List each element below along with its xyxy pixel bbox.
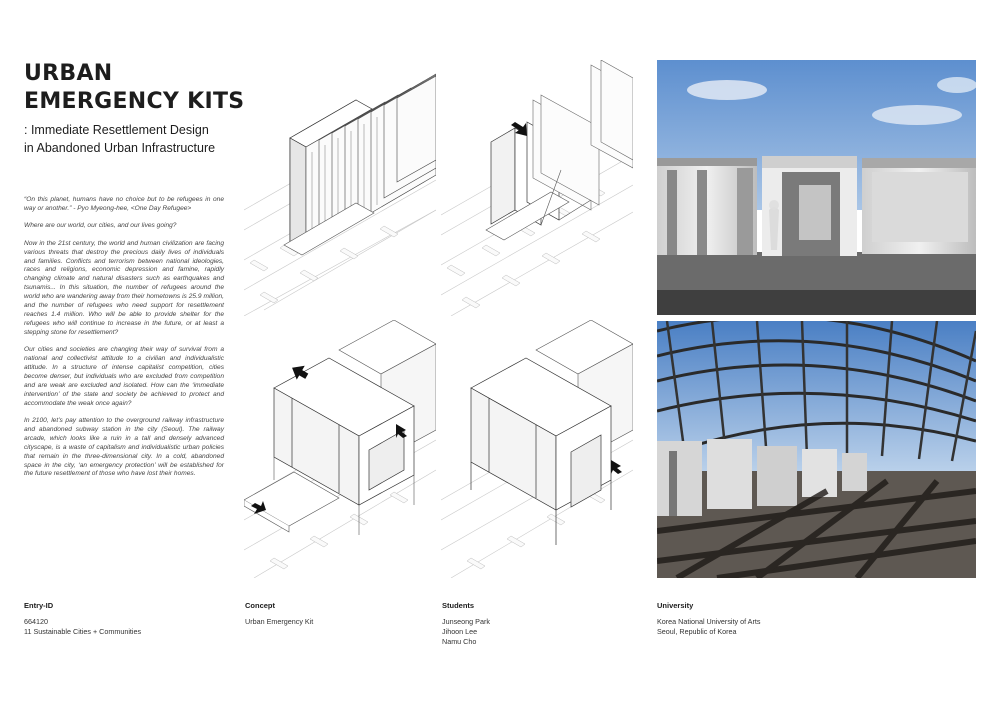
- footer-university-label: University: [657, 601, 694, 610]
- student-name: Namu Cho: [442, 637, 477, 646]
- title-line-2: EMERGENCY KITS: [24, 89, 245, 114]
- diagram-step-3: [244, 320, 436, 578]
- footer-entry-label: Entry-ID: [24, 601, 54, 610]
- paragraph-context: Now in the 21st century, the world and human civilization are facing various threats that destroy the precious daily lives of individuals and families. Conflicts and terrorism between national ideologies, races and religions, economic depression and famine, rapidly changing climate and natural disasters such as earthquakes and tsunamis... In this situation, the number of refugees around the world who are wandering away from their hometowns is 25.9 million, and the number of refugees who need support for resettlement reaches 1.4 million. Who will be able to provide shelter for the refugees who will continue to increase in the future, or at least a stepping stone for resettlement?: [24, 239, 224, 336]
- student-name: Jihoon Lee: [442, 627, 478, 636]
- subtitle-line-1: : Immediate Resettlement Design: [24, 123, 209, 137]
- footer-concept-label: Concept: [245, 601, 275, 610]
- body-text: [24, 196, 224, 488]
- footer-university-values: [657, 617, 760, 637]
- paragraph-question: Where are our world, our cities, and our lives going?: [24, 222, 177, 230]
- footer-students-label: Students: [442, 601, 475, 610]
- footer-concept-values: [245, 617, 313, 627]
- student-name: Junseong Park: [442, 617, 490, 626]
- diagram-step-1: [244, 60, 436, 316]
- entry-id: 664120: [24, 617, 48, 626]
- concept-name: Urban Emergency Kit: [245, 617, 314, 626]
- entry-category: 11 Sustainable Cities + Communities: [24, 627, 142, 636]
- diagram-step-4: [441, 320, 633, 578]
- render-photo-units: [657, 60, 976, 315]
- footer-entry-values: [24, 617, 141, 637]
- render-photo-arcade: [657, 321, 976, 578]
- paragraph-society: Our cities and societies are changing their way of survival from a national and collectivist attitude to a civilian and individualistic attitude. In a structure of intense capitalist competition, cities become denser, but individuals who are excluded from competition and are weak are excluded and isolated. How can the ‘immediate intervention’ of the state and society be achieved to protect and accommodate the weak once again?: [24, 346, 224, 407]
- university-name: Korea National University of Arts: [657, 617, 761, 626]
- paragraph-quote: “On this planet, humans have no choice but to be refugees in one way or another.” - Pyo Myeong-hee, <One Day Refugee>: [24, 196, 224, 212]
- poster-subtitle: [24, 121, 215, 157]
- diagram-step-2: [441, 60, 633, 316]
- poster-title: [24, 60, 244, 116]
- paragraph-proposal: In 2100, let’s pay attention to the overground railway infrastructure and abandoned subway station in the city (Seoul). The railway arcade, which looks like a ruin in a tall and densely advanced cityscape, is a waste of capitalism and individualistic urban policies that remain in the three-dimensional city. In a cold, abandoned space in the city, ‘an emergency protection’ will be established for the future resettlement of those who have lost their homes.: [24, 417, 224, 478]
- footer-students-values: [442, 617, 490, 647]
- title-line-1: URBAN: [24, 61, 113, 86]
- subtitle-line-2: in Abandoned Urban Infrastructure: [24, 141, 216, 155]
- university-location: Seoul, Republic of Korea: [657, 627, 737, 636]
